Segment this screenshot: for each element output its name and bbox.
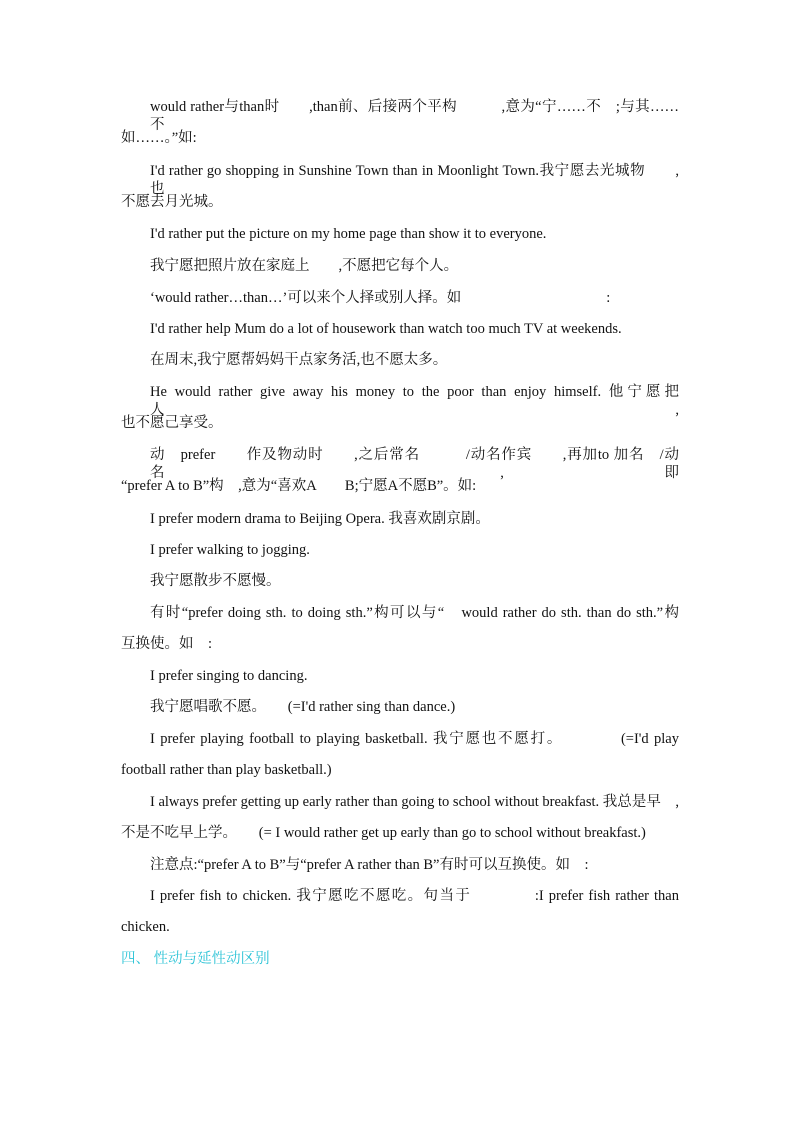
text-line: I'd rather help Mum do a lot of housework than watch too much TV at weekends. bbox=[150, 321, 622, 337]
text-line: 我宁愿散步不愿慢。 bbox=[150, 573, 281, 589]
text-line: 也不愿己享受。 bbox=[121, 415, 223, 431]
text-line: He would rather give away his money to the poor than enjoy himself. 他宁愿把人 , bbox=[150, 384, 679, 418]
text-line: I prefer playing football to playing basketball. 我宁愿也不愿打。 (=I'd play bbox=[150, 731, 679, 747]
text-line: 我宁愿把照片放在家庭上 ,不愿把它每个人。 bbox=[150, 258, 459, 274]
text-line: 有时“prefer doing sth. to doing sth.”构可以与“ would rather do sth. than do sth.”构 bbox=[150, 605, 679, 621]
text-line: I prefer singing to dancing. bbox=[150, 668, 308, 684]
text-line: I'd rather put the picture on my home page than show it to everyone. bbox=[150, 226, 547, 242]
text-line: would rather与than时 ,than前、后接两个平构 ,意为“宁……不 ;与其……不 bbox=[150, 99, 679, 133]
text-line: I prefer walking to jogging. bbox=[150, 542, 310, 558]
text-line: chicken. bbox=[121, 919, 170, 935]
text-line: 如……。”如: bbox=[121, 130, 197, 146]
text-line: I'd rather go shopping in Sunshine Town than in Moonlight Town.我宁愿去光城物 ,也 bbox=[150, 163, 679, 197]
text-line: I always prefer getting up early rather than going to school without breakfast. 我总是早 , bbox=[150, 794, 679, 810]
text-line: 不是不吃早上学。 (= I would rather get up early than go to school without breakfast.) bbox=[121, 825, 646, 841]
text-line: I prefer modern drama to Beijing Opera. 我喜欢剧京剧。 bbox=[150, 511, 490, 527]
text-line: 互换使。如 : bbox=[121, 636, 213, 652]
text-line: ‘would rather…than…’可以来个人择或别人择。如 : bbox=[150, 290, 611, 306]
text-line: 不愿去月光城。 bbox=[121, 194, 223, 210]
text-line: football rather than play basketball.) bbox=[121, 762, 332, 778]
text-line: I prefer fish to chicken. 我宁愿吃不愿吃。句当于 :I prefer fish rather than bbox=[150, 888, 679, 904]
text-line: 在周末,我宁愿帮妈妈干点家务活,也不愿太多。 bbox=[150, 352, 448, 368]
text-line: 动 prefer 作及物动时 ,之后常名 /动名作宾 ,再加to 加名 /动名 ,即 bbox=[150, 447, 679, 481]
text-line: 我宁愿唱歌不愿。 (=I'd rather sing than dance.) bbox=[150, 699, 456, 715]
text-line: “prefer A to B”构 ,意为“喜欢A B;宁愿A不愿B”。如: bbox=[121, 478, 477, 494]
text-line: 注意点:“prefer A to B”与“prefer A rather than B”有时可以互换使。如 : bbox=[150, 857, 589, 873]
section-heading: 四、 性动与延性动区别 bbox=[121, 951, 270, 967]
